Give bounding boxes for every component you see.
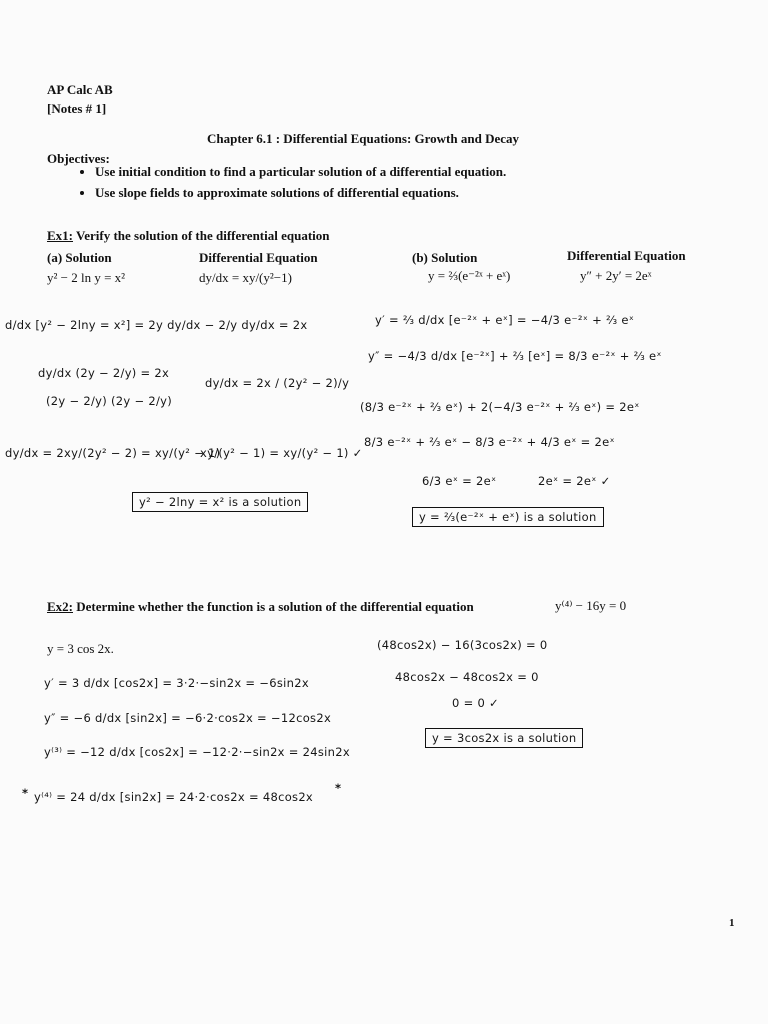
ex1a-work-line: dy/dx = 2x / (2y² − 2)/y — [205, 376, 350, 390]
ex2-prompt: Determine whether the function is a solution of the differential equation — [76, 599, 474, 614]
ex1b-work-line: 2eˣ = 2eˣ ✓ — [538, 474, 611, 488]
ex2-function: y = 3 cos 2x. — [47, 641, 114, 656]
ex1a-work-line: xy/(y² − 1) = xy/(y² − 1) ✓ — [200, 446, 363, 460]
ex1b-work-line: y″ = −4/3 d/dx [e⁻²ˣ] + ⅔ [eˣ] = 8/3 e⁻²ˣ + ⅔ eˣ — [368, 349, 662, 363]
ex1b-conclusion-box: y = ⅔(e⁻²ˣ + eˣ) is a solution — [412, 507, 604, 527]
ex1b-work-line: (8/3 e⁻²ˣ + ⅔ eˣ) + 2(−4/3 e⁻²ˣ + ⅔ eˣ) = 2eˣ — [360, 400, 640, 414]
ex2-de: y⁽⁴⁾ − 16y = 0 — [555, 598, 627, 613]
notes-number: [Notes # 1] — [47, 101, 107, 116]
ex1b-solution: y = ⅔(e⁻²ˣ + eˣ) — [428, 268, 511, 283]
ex2-conclusion-box: y = 3cos2x is a solution — [425, 728, 583, 748]
ex1b-de-heading: Differential Equation — [567, 248, 686, 263]
objectives-heading: Objectives: — [47, 151, 110, 166]
ex1a-work-line: d/dx [y² − 2lny = x²] = 2y dy/dx − 2/y dy/dx = 2x — [5, 318, 308, 332]
course-title: AP Calc AB — [47, 82, 113, 97]
ex1a-de: dy/dx = xy/(y²−1) — [199, 270, 292, 285]
star-mark: * — [22, 786, 29, 800]
ex1a-work-line: dy/dx (2y − 2/y) = 2x — [38, 366, 170, 380]
page-number: 1 — [729, 917, 735, 929]
chapter-title: Chapter 6.1 : Differential Equations: Growth and Decay — [207, 131, 519, 146]
ex1a-solution-heading: (a) Solution — [47, 250, 112, 265]
ex2-work-line: y′ = 3 d/dx [cos2x] = 3·2·−sin2x = −6sin2x — [44, 676, 309, 690]
ex1-heading — [47, 228, 330, 244]
ex1a-work-line: (2y − 2/y) (2y − 2/y) — [46, 394, 173, 408]
ex1-prompt: Verify the solution of the differential equation — [76, 228, 330, 243]
objectives-list — [73, 164, 506, 206]
ex1b-de: y″ + 2y′ = 2eˣ — [580, 268, 652, 283]
ex2-work-line: (48cos2x) − 16(3cos2x) = 0 — [377, 638, 548, 652]
star-mark: * — [335, 781, 342, 795]
ex1-label: Ex1: — [47, 228, 73, 243]
ex2-work-line: 48cos2x − 48cos2x = 0 — [395, 670, 539, 684]
ex2-work-line: y⁽⁴⁾ = 24 d/dx [sin2x] = 24·2·cos2x = 48cos2x — [34, 790, 314, 804]
ex1a-work-line: dy/dx = 2xy/(2y² − 2) = xy/(y² − 1) — [5, 446, 221, 460]
ex1a-conclusion-box: y² − 2lny = x² is a solution — [132, 492, 308, 512]
ex1a-solution: y² − 2 ln y = x² — [47, 270, 126, 285]
ex2-label: Ex2: — [47, 599, 73, 614]
ex2-work-line: 0 = 0 ✓ — [452, 696, 499, 710]
ex1b-work-line: 8/3 e⁻²ˣ + ⅔ eˣ − 8/3 e⁻²ˣ + 4/3 eˣ = 2eˣ — [364, 435, 615, 449]
ex1b-solution-heading: (b) Solution — [412, 250, 478, 265]
ex2-work-line: y⁽³⁾ = −12 d/dx [cos2x] = −12·2·−sin2x = 24sin2x — [44, 745, 350, 759]
ex1b-work-line: 6/3 eˣ = 2eˣ — [422, 474, 497, 488]
ex2-heading — [47, 599, 474, 615]
ex2-work-line: y″ = −6 d/dx [sin2x] = −6·2·cos2x = −12cos2x — [44, 711, 332, 725]
objective-item: • Use slope fields to approximate solutions of differential equations. — [95, 185, 506, 201]
ex1b-work-line: y′ = ⅔ d/dx [e⁻²ˣ + eˣ] = −4/3 e⁻²ˣ + ⅔ eˣ — [375, 313, 635, 327]
ex1a-de-heading: Differential Equation — [199, 250, 318, 265]
objective-item: • Use initial condition to find a particular solution of a differential equation. — [95, 164, 506, 180]
